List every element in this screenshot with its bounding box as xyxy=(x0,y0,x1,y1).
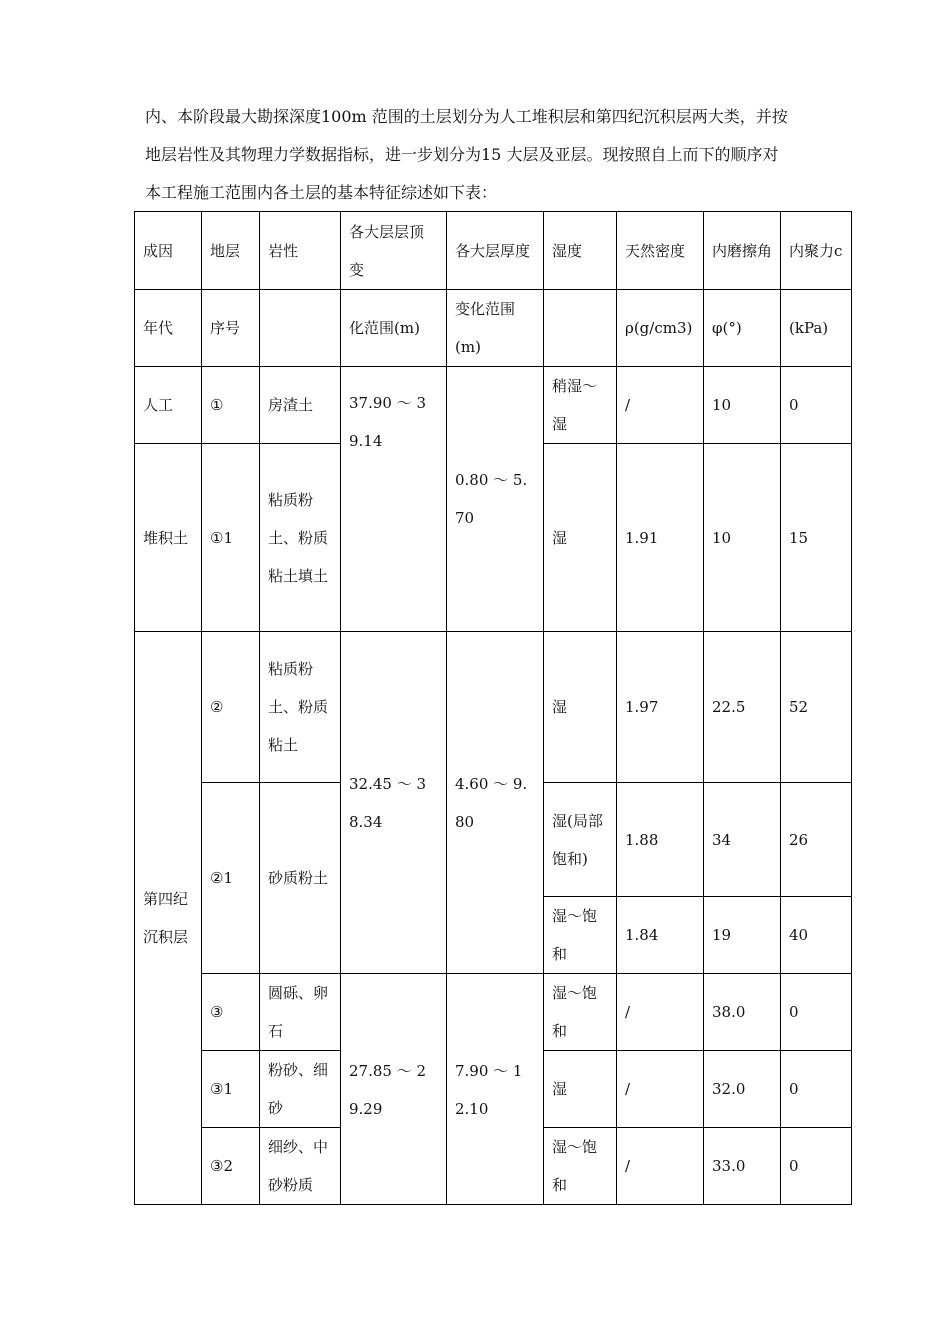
cell-thick-range: 4.60 ～ 9.80 xyxy=(447,632,544,974)
cell-dens: / xyxy=(617,1128,704,1205)
cell-c: 0 xyxy=(781,1051,852,1128)
cell-lith: 粘质粉土、粉质粘土填土 xyxy=(260,444,341,632)
intro-line-2: 地层岩性及其物理力学数据指标，进一步划分为15 大层及亚层。现按照自上而下的顺序对 xyxy=(145,145,779,164)
cell-dens: 1.97 xyxy=(617,632,704,783)
cell-dens: 1.84 xyxy=(617,897,704,974)
cell-hum: 湿(局部饱和) xyxy=(544,783,617,897)
header-origin: 成因 xyxy=(135,212,202,290)
header-lith: 岩性 xyxy=(260,212,341,290)
header2-thick: 变化范围(m) xyxy=(447,290,544,367)
header-thick: 各大层厚度 xyxy=(447,212,544,290)
header-seq: 地层 xyxy=(202,212,260,290)
cell-phi: 32.0 xyxy=(704,1051,781,1128)
cell-dens: / xyxy=(617,974,704,1051)
table-row xyxy=(135,974,852,1051)
cell-c: 40 xyxy=(781,897,852,974)
cell-c: 15 xyxy=(781,444,852,632)
cell-thick-range: 7.90 ～ 12.10 xyxy=(447,974,544,1205)
cell-c: 26 xyxy=(781,783,852,897)
cell-seq: ① xyxy=(202,367,260,444)
cell-phi: 34 xyxy=(704,783,781,897)
header-top: 各大层层顶变 xyxy=(341,212,447,290)
cell-dens: 1.88 xyxy=(617,783,704,897)
cell-phi: 38.0 xyxy=(704,974,781,1051)
cell-dens: / xyxy=(617,1051,704,1128)
cell-phi: 10 xyxy=(704,444,781,632)
cell-dens: 1.91 xyxy=(617,444,704,632)
intro-paragraph xyxy=(145,98,825,212)
intro-line-1: 内、本阶段最大勘探深度100m 范围的土层划分为人工堆积层和第四纪沉积层两大类，并按 xyxy=(145,107,788,126)
header-dens: 天然密度 xyxy=(617,212,704,290)
cell-origin: 堆积土 xyxy=(135,444,202,632)
cell-c: 0 xyxy=(781,367,852,444)
cell-phi: 33.0 xyxy=(704,1128,781,1205)
cell-origin: 第四纪沉积层 xyxy=(135,632,202,1205)
intro-line-3: 本工程施工范围内各土层的基本特征综述如下表： xyxy=(145,183,498,202)
cell-lith: 圆砾、卵石 xyxy=(260,974,341,1051)
cell-origin: 人工 xyxy=(135,367,202,444)
cell-hum: 湿～饱和 xyxy=(544,1128,617,1205)
cell-seq: ②1 xyxy=(202,783,260,974)
cell-hum: 湿～饱和 xyxy=(544,897,617,974)
cell-seq: ③1 xyxy=(202,1051,260,1128)
cell-hum: 湿 xyxy=(544,1051,617,1128)
cell-top-range: 27.85 ～ 29.29 xyxy=(341,974,447,1205)
cell-dens: / xyxy=(617,367,704,444)
cell-hum: 湿 xyxy=(544,444,617,632)
cell-seq: ①1 xyxy=(202,444,260,632)
cell-thick-range: 0.80 ～ 5.70 xyxy=(447,367,544,632)
cell-c: 52 xyxy=(781,632,852,783)
header2-lith xyxy=(260,290,341,367)
header2-origin: 年代 xyxy=(135,290,202,367)
cell-phi: 10 xyxy=(704,367,781,444)
cell-hum: 稍湿～湿 xyxy=(544,367,617,444)
cell-top-range: 37.90 ～ 39.14 xyxy=(341,367,447,632)
cell-phi: 22.5 xyxy=(704,632,781,783)
cell-seq: ③ xyxy=(202,974,260,1051)
header2-phi: φ(°) xyxy=(704,290,781,367)
cell-seq: ② xyxy=(202,632,260,783)
cell-lith: 粘质粉土、粉质粘土 xyxy=(260,632,341,783)
cell-hum: 湿 xyxy=(544,632,617,783)
cell-seq: ③2 xyxy=(202,1128,260,1205)
header-c: 内聚力c xyxy=(781,212,852,290)
cell-lith: 砂质粉土 xyxy=(260,783,341,974)
table-row xyxy=(135,632,852,783)
cell-hum: 湿～饱和 xyxy=(544,974,617,1051)
header2-dens: ρ(g/cm3) xyxy=(617,290,704,367)
header-phi: 内磨擦角 xyxy=(704,212,781,290)
header-row-1 xyxy=(135,212,852,290)
cell-c: 0 xyxy=(781,974,852,1051)
header2-seq: 序号 xyxy=(202,290,260,367)
cell-lith: 细纱、中砂粉质 xyxy=(260,1128,341,1205)
cell-c: 0 xyxy=(781,1128,852,1205)
header-row-2 xyxy=(135,290,852,367)
cell-top-range: 32.45 ～ 38.34 xyxy=(341,632,447,974)
header2-hum xyxy=(544,290,617,367)
soil-layer-table xyxy=(134,211,852,1205)
cell-phi: 19 xyxy=(704,897,781,974)
header-hum: 湿度 xyxy=(544,212,617,290)
cell-lith: 房渣土 xyxy=(260,367,341,444)
cell-lith: 粉砂、细砂 xyxy=(260,1051,341,1128)
table-row xyxy=(135,367,852,444)
header2-c: (kPa) xyxy=(781,290,852,367)
header2-top: 化范围(m) xyxy=(341,290,447,367)
